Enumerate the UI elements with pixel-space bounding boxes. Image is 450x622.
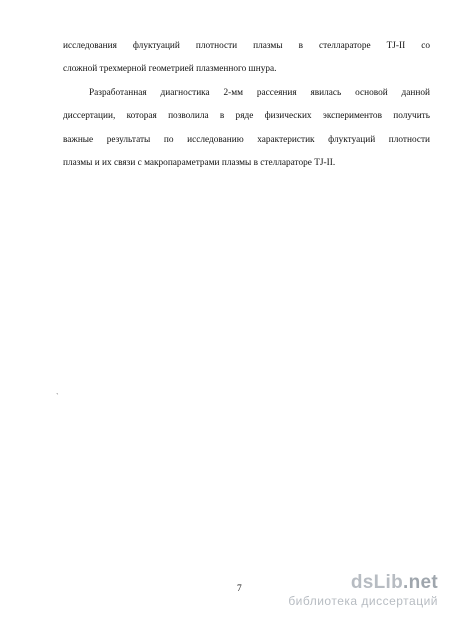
stray-mark: ` bbox=[56, 392, 59, 401]
page-number: 7 bbox=[237, 584, 242, 594]
paragraph-2-line-2: диссертации, которая позволила в ряде физических экспериментов получить bbox=[63, 111, 430, 121]
paragraph-2-line-3: важные результаты по исследованию характеристик флуктуаций плотности bbox=[63, 135, 430, 145]
paragraph-1-line-1: исследования флуктуаций плотности плазмы в стеллараторе TJ-II со bbox=[63, 41, 430, 51]
watermark-logo-main: dsLib bbox=[350, 572, 404, 593]
watermark-subtitle: библиотека диссертаций bbox=[288, 594, 438, 608]
paragraph-2-line-4: плазмы и их связи с макропараметрами плазмы в стеллараторе TJ-II. bbox=[63, 158, 336, 168]
paragraph-1-line-2: сложной трехмерной геометрией плазменного шнура. bbox=[63, 64, 277, 74]
watermark bbox=[288, 572, 438, 608]
watermark-logo bbox=[288, 572, 438, 594]
watermark-logo-tld: .net bbox=[403, 572, 438, 593]
paragraph-2-line-1: Разработанная диагностика 2-мм рассеяния явилась основой данной bbox=[89, 88, 430, 98]
